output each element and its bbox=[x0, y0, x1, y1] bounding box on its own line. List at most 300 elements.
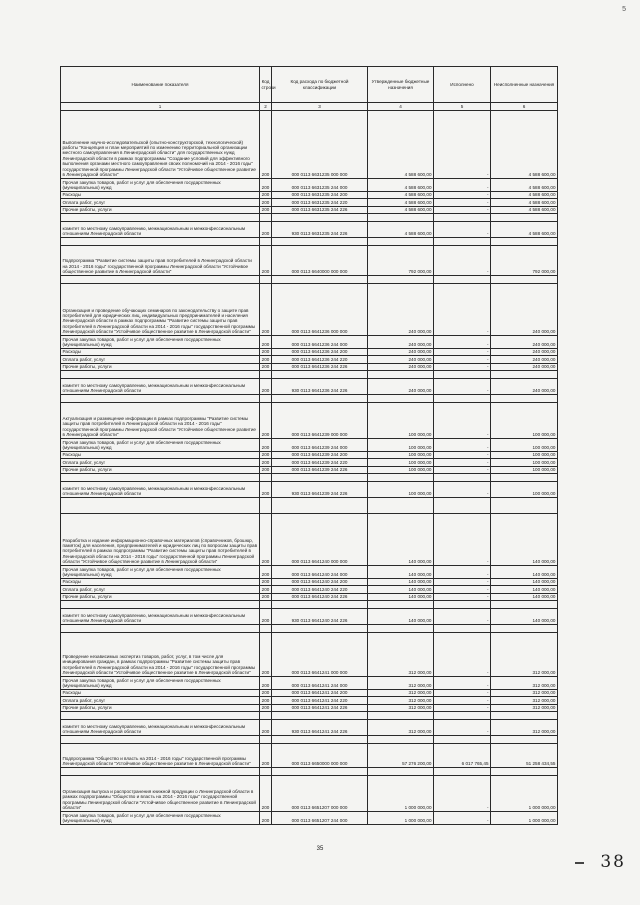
table-row bbox=[61, 363, 558, 370]
row-line-code: 200 bbox=[260, 744, 272, 768]
row-name: Прочая закупка товаров, работ и услуг для обеспечения государственных (муниципальных) нужд bbox=[61, 336, 260, 349]
spacer-cell bbox=[272, 601, 368, 609]
table-row bbox=[61, 697, 558, 704]
col-number: 3 bbox=[272, 103, 368, 111]
spacer-cell bbox=[491, 768, 558, 776]
row-approved: 240 000,00 bbox=[368, 356, 434, 363]
spacer-row bbox=[61, 736, 558, 744]
row-approved: 140 000,00 bbox=[368, 586, 434, 593]
header-approved: Утвержденные бюджетные назначения bbox=[368, 67, 434, 103]
row-approved: 140 000,00 bbox=[368, 566, 434, 579]
budget-execution-table bbox=[60, 66, 558, 825]
spacer-cell bbox=[272, 214, 368, 222]
spacer-row bbox=[61, 238, 558, 246]
row-line-code: 200 bbox=[260, 191, 272, 198]
row-name: Подпрограмма "Общество и власть на 2014 - 2016 годы" государственной программы Ленинградской области "Устойчивое общественное развитие в Ленинградской области" bbox=[61, 744, 260, 768]
row-unexecuted: 4 588 600,00 bbox=[491, 206, 558, 213]
row-line-code: 200 bbox=[260, 689, 272, 696]
row-budget-code: 000 0113 6631235 000 000 bbox=[272, 111, 368, 179]
table-row bbox=[61, 482, 558, 498]
spacer-cell bbox=[491, 371, 558, 379]
row-approved: 240 000,00 bbox=[368, 336, 434, 349]
spacer-cell bbox=[61, 238, 260, 246]
spacer-cell bbox=[368, 736, 434, 744]
row-unexecuted: 100 000,00 bbox=[491, 439, 558, 452]
row-unexecuted: 312 000,00 bbox=[491, 704, 558, 711]
row-line-code: 200 bbox=[260, 348, 272, 355]
header-unexecuted: Неисполненные назначения bbox=[491, 67, 558, 103]
row-executed: - bbox=[434, 689, 491, 696]
row-executed: - bbox=[434, 459, 491, 466]
spacer-cell bbox=[491, 625, 558, 633]
row-name: Расходы bbox=[61, 689, 260, 696]
row-budget-code: 000 0113 6641239 244 220 bbox=[272, 459, 368, 466]
row-line-code: 200 bbox=[260, 439, 272, 452]
row-executed: - bbox=[434, 593, 491, 600]
table-row bbox=[61, 246, 558, 276]
row-budget-code: 000 0113 6641236 244 000 bbox=[272, 336, 368, 349]
row-executed: - bbox=[434, 199, 491, 206]
row-budget-code: 000 0113 6631235 244 200 bbox=[272, 191, 368, 198]
row-executed: - bbox=[434, 776, 491, 812]
row-budget-code: 930 0113 6641236 244 226 bbox=[272, 379, 368, 395]
row-executed: - bbox=[434, 336, 491, 349]
table-row bbox=[61, 633, 558, 677]
row-executed: - bbox=[434, 356, 491, 363]
row-budget-code: 930 0113 6641240 244 226 bbox=[272, 609, 368, 625]
row-unexecuted: 240 000,00 bbox=[491, 363, 558, 370]
row-approved: 57 276 200,00 bbox=[368, 744, 434, 768]
row-approved: 240 000,00 bbox=[368, 363, 434, 370]
row-approved: 140 000,00 bbox=[368, 593, 434, 600]
table-row bbox=[61, 199, 558, 206]
row-unexecuted: 4 588 600,00 bbox=[491, 199, 558, 206]
row-executed: - bbox=[434, 451, 491, 458]
row-executed: - bbox=[434, 439, 491, 452]
table-row bbox=[61, 609, 558, 625]
row-name: Расходы bbox=[61, 191, 260, 198]
table-row bbox=[61, 403, 558, 439]
spacer-cell bbox=[260, 625, 272, 633]
table-row bbox=[61, 206, 558, 213]
row-unexecuted: 140 000,00 bbox=[491, 578, 558, 585]
spacer-cell bbox=[260, 768, 272, 776]
row-line-code: 200 bbox=[260, 356, 272, 363]
row-unexecuted: 100 000,00 bbox=[491, 482, 558, 498]
table-row bbox=[61, 677, 558, 690]
spacer-cell bbox=[61, 736, 260, 744]
spacer-cell bbox=[260, 238, 272, 246]
row-executed: 6 017 765,45 bbox=[434, 744, 491, 768]
row-budget-code: 000 0113 6651207 000 000 bbox=[272, 776, 368, 812]
row-name: Организация и проведение обучающих семинаров по законодательству о защите прав потребителей для юридических лиц, индивидуальных предпринимателей и населения Ленинградской области в рамках подпрограммы "Развитие системы защиты прав потребителей в Ленинградской области на 2014 - 2016 годы" государственной программы Ленинградской области "Устойчивое общественное развитие в Ленинградской области" bbox=[61, 284, 260, 336]
row-unexecuted: 140 000,00 bbox=[491, 586, 558, 593]
row-name: Оплата работ, услуг bbox=[61, 459, 260, 466]
row-unexecuted: 240 000,00 bbox=[491, 284, 558, 336]
row-name: Проведение независимых экспертиз товаров, работ, услуг, в том числе для инициирования граждан, в рамках подпрограммы "Развитие системы защиты прав потребителей в Ленинградской области на 2014 - 2016 годы" государственной программы Ленинградской области "Устойчивое общественное развитие в Ленинградской области" bbox=[61, 633, 260, 677]
col-number: 1 bbox=[61, 103, 260, 111]
row-approved: 140 000,00 bbox=[368, 578, 434, 585]
row-executed: - bbox=[434, 206, 491, 213]
spacer-cell bbox=[434, 736, 491, 744]
column-number-row bbox=[61, 103, 558, 111]
spacer-cell bbox=[61, 712, 260, 720]
row-unexecuted: 100 000,00 bbox=[491, 466, 558, 473]
row-unexecuted: 312 000,00 bbox=[491, 633, 558, 677]
row-executed: - bbox=[434, 191, 491, 198]
row-budget-code: 000 0113 6641236 244 226 bbox=[272, 363, 368, 370]
row-approved: 140 000,00 bbox=[368, 514, 434, 566]
col-number: 4 bbox=[368, 103, 434, 111]
spacer-cell bbox=[368, 371, 434, 379]
row-unexecuted: 100 000,00 bbox=[491, 451, 558, 458]
row-line-code: 200 bbox=[260, 566, 272, 579]
table-row bbox=[61, 689, 558, 696]
spacer-row bbox=[61, 276, 558, 284]
spacer-cell bbox=[434, 474, 491, 482]
row-name: Прочие работы, услуги bbox=[61, 466, 260, 473]
row-executed: - bbox=[434, 363, 491, 370]
row-unexecuted: 100 000,00 bbox=[491, 459, 558, 466]
row-approved: 4 588 600,00 bbox=[368, 191, 434, 198]
row-unexecuted: 140 000,00 bbox=[491, 514, 558, 566]
spacer-cell bbox=[368, 625, 434, 633]
row-budget-code: 930 0113 6641239 244 226 bbox=[272, 482, 368, 498]
row-line-code: 200 bbox=[260, 609, 272, 625]
spacer-cell bbox=[61, 214, 260, 222]
table-row bbox=[61, 379, 558, 395]
row-name: комитет по местному самоуправлению, межнациональным и межконфессиональным отношениям Ленинградской области bbox=[61, 609, 260, 625]
handwritten-page-stamp: 38 bbox=[600, 852, 626, 872]
row-line-code: 200 bbox=[260, 451, 272, 458]
spacer-cell bbox=[491, 712, 558, 720]
row-name: Актуализация и размещение информации в рамках подпрограммы "Развитие системы защиты прав потребителей в Ленинградской области на 2014 - 2016 годы" государственной программы Ленинградской области "Устойчивое общественное развитие в Ленинградской области" bbox=[61, 403, 260, 439]
row-name: Прочие работы, услуги bbox=[61, 704, 260, 711]
row-name: Расходы bbox=[61, 578, 260, 585]
table-row bbox=[61, 812, 558, 825]
row-executed: - bbox=[434, 284, 491, 336]
spacer-cell bbox=[260, 601, 272, 609]
report-sheet bbox=[60, 66, 557, 825]
row-unexecuted: 140 000,00 bbox=[491, 593, 558, 600]
row-name: Выполнение научно-исследовательской (опытно-конструкторской, технологической) работы "Концепция и план мероприятий по изменению территориальной организации местного самоуправления в Ленинградской области" для государственных нужд Ленинградской области в рамках подпрограммы "Создание условий для эффективного выполнения органами местного самоуправления своих полномочий на 2014 - 2016 годы" государственной программы Ленинградской области "Устойчивое общественное развитие в Ленинградской области" bbox=[61, 111, 260, 179]
spacer-cell bbox=[272, 276, 368, 284]
spacer-row bbox=[61, 474, 558, 482]
spacer-cell bbox=[434, 395, 491, 403]
spacer-row bbox=[61, 625, 558, 633]
row-name: Прочая закупка товаров, работ и услуг для обеспечения государственных (муниципальных) нужд bbox=[61, 812, 260, 825]
row-executed: - bbox=[434, 812, 491, 825]
row-line-code: 200 bbox=[260, 179, 272, 192]
row-budget-code: 000 0113 6641240 244 220 bbox=[272, 586, 368, 593]
row-line-code: 200 bbox=[260, 514, 272, 566]
spacer-row bbox=[61, 712, 558, 720]
row-approved: 4 588 600,00 bbox=[368, 179, 434, 192]
spacer-cell bbox=[260, 736, 272, 744]
table-row bbox=[61, 566, 558, 579]
spacer-row bbox=[61, 214, 558, 222]
table-body bbox=[61, 111, 558, 825]
row-budget-code: 000 0113 6641239 244 200 bbox=[272, 451, 368, 458]
row-approved: 100 000,00 bbox=[368, 451, 434, 458]
row-line-code: 200 bbox=[260, 593, 272, 600]
row-name: Прочая закупка товаров, работ и услуг для обеспечения государственных (муниципальных) нужд bbox=[61, 677, 260, 690]
row-line-code: 200 bbox=[260, 578, 272, 585]
row-budget-code: 000 0113 6651207 244 000 bbox=[272, 812, 368, 825]
corner-mark: 5 bbox=[622, 6, 626, 13]
header-executed: Исполнено bbox=[434, 67, 491, 103]
row-unexecuted: 312 000,00 bbox=[491, 720, 558, 736]
row-line-code: 200 bbox=[260, 704, 272, 711]
table-row bbox=[61, 776, 558, 812]
row-executed: - bbox=[434, 482, 491, 498]
spacer-cell bbox=[61, 395, 260, 403]
row-name: Подпрограмма "Развитие системы защиты прав потребителей в Ленинградской области на 2014 - 2016 годы" государственной программы Ленинградской области "Устойчивое общественное развитие в Ленинградской области" bbox=[61, 246, 260, 276]
row-approved: 312 000,00 bbox=[368, 633, 434, 677]
row-executed: - bbox=[434, 348, 491, 355]
spacer-cell bbox=[272, 736, 368, 744]
row-approved: 4 588 600,00 bbox=[368, 206, 434, 213]
page-number: 35 bbox=[316, 846, 324, 852]
row-approved: 1 000 000,00 bbox=[368, 776, 434, 812]
row-unexecuted: 4 588 600,00 bbox=[491, 191, 558, 198]
spacer-cell bbox=[368, 768, 434, 776]
spacer-cell bbox=[434, 214, 491, 222]
row-budget-code: 000 0113 6631235 244 226 bbox=[272, 206, 368, 213]
row-name: Прочая закупка товаров, работ и услуг для обеспечения государственных (муниципальных) нужд bbox=[61, 179, 260, 192]
table-row bbox=[61, 191, 558, 198]
spacer-row bbox=[61, 768, 558, 776]
row-budget-code: 000 0113 6640000 000 000 bbox=[272, 246, 368, 276]
row-line-code: 200 bbox=[260, 459, 272, 466]
row-line-code: 200 bbox=[260, 403, 272, 439]
row-approved: 100 000,00 bbox=[368, 459, 434, 466]
row-name: Организация выпуска и распространения книжной продукции о Ленинградской области в рамках подпрограммы "Общество и власть на 2014 - 2016 годы" государственной программы Ленинградской области "Устойчивое общественное развитие в Ленинградской области" bbox=[61, 776, 260, 812]
row-approved: 100 000,00 bbox=[368, 439, 434, 452]
row-line-code: 200 bbox=[260, 284, 272, 336]
row-line-code: 200 bbox=[260, 206, 272, 213]
row-budget-code: 000 0113 6631235 244 000 bbox=[272, 179, 368, 192]
spacer-row bbox=[61, 601, 558, 609]
row-budget-code: 930 0113 6641241 244 226 bbox=[272, 720, 368, 736]
row-approved: 312 000,00 bbox=[368, 677, 434, 690]
table-row bbox=[61, 356, 558, 363]
spacer-cell bbox=[368, 395, 434, 403]
spacer-cell bbox=[434, 498, 491, 514]
spacer-cell bbox=[260, 474, 272, 482]
table-row bbox=[61, 348, 558, 355]
row-approved: 100 000,00 bbox=[368, 403, 434, 439]
row-approved: 4 588 600,00 bbox=[368, 199, 434, 206]
row-budget-code: 000 0113 6641241 244 220 bbox=[272, 697, 368, 704]
row-approved: 4 588 600,00 bbox=[368, 111, 434, 179]
row-unexecuted: 1 000 000,00 bbox=[491, 812, 558, 825]
spacer-cell bbox=[61, 498, 260, 514]
spacer-cell bbox=[368, 712, 434, 720]
row-line-code: 200 bbox=[260, 812, 272, 825]
row-name: комитет по местному самоуправлению, межнациональным и межконфессиональным отношениям Ленинградской области bbox=[61, 222, 260, 238]
row-name: Прочая закупка товаров, работ и услуг для обеспечения государственных (муниципальных) нужд bbox=[61, 439, 260, 452]
row-line-code: 200 bbox=[260, 482, 272, 498]
col-number: 5 bbox=[434, 103, 491, 111]
row-line-code: 200 bbox=[260, 336, 272, 349]
spacer-cell bbox=[272, 395, 368, 403]
spacer-cell bbox=[434, 601, 491, 609]
table-row bbox=[61, 466, 558, 473]
row-budget-code: 000 0113 6641239 244 000 bbox=[272, 439, 368, 452]
spacer-cell bbox=[272, 768, 368, 776]
row-approved: 312 000,00 bbox=[368, 720, 434, 736]
row-line-code: 200 bbox=[260, 363, 272, 370]
table-row bbox=[61, 459, 558, 466]
row-approved: 240 000,00 bbox=[368, 284, 434, 336]
row-executed: - bbox=[434, 633, 491, 677]
row-approved: 312 000,00 bbox=[368, 689, 434, 696]
row-budget-code: 000 0113 6641240 244 200 bbox=[272, 578, 368, 585]
spacer-cell bbox=[434, 276, 491, 284]
table-row bbox=[61, 111, 558, 179]
row-executed: - bbox=[434, 379, 491, 395]
row-line-code: 200 bbox=[260, 111, 272, 179]
row-unexecuted: 312 000,00 bbox=[491, 697, 558, 704]
row-line-code: 200 bbox=[260, 720, 272, 736]
row-unexecuted: 1 000 000,00 bbox=[491, 776, 558, 812]
row-budget-code: 000 0113 6641240 244 226 bbox=[272, 593, 368, 600]
header-code: Код расхода по бюджетной классификации bbox=[272, 67, 368, 103]
spacer-cell bbox=[491, 214, 558, 222]
spacer-cell bbox=[61, 276, 260, 284]
row-unexecuted: 792 000,00 bbox=[491, 246, 558, 276]
spacer-cell bbox=[260, 214, 272, 222]
spacer-cell bbox=[260, 498, 272, 514]
row-unexecuted: 240 000,00 bbox=[491, 348, 558, 355]
row-name: Оплата работ, услуг bbox=[61, 199, 260, 206]
spacer-cell bbox=[260, 395, 272, 403]
row-line-code: 200 bbox=[260, 697, 272, 704]
row-name: Прочие работы, услуги bbox=[61, 593, 260, 600]
spacer-cell bbox=[434, 238, 491, 246]
table-row bbox=[61, 336, 558, 349]
col-number: 6 bbox=[491, 103, 558, 111]
table-row bbox=[61, 439, 558, 452]
row-name: Оплата работ, услуг bbox=[61, 697, 260, 704]
spacer-cell bbox=[434, 625, 491, 633]
row-budget-code: 000 0113 6641236 244 220 bbox=[272, 356, 368, 363]
spacer-cell bbox=[491, 395, 558, 403]
row-line-code: 200 bbox=[260, 677, 272, 690]
row-budget-code: 000 0113 6641241 244 000 bbox=[272, 677, 368, 690]
row-name: Оплата работ, услуг bbox=[61, 586, 260, 593]
spacer-cell bbox=[61, 625, 260, 633]
spacer-row bbox=[61, 498, 558, 514]
row-name: комитет по местному самоуправлению, межнациональным и межконфессиональным отношениям Ленинградской области bbox=[61, 379, 260, 395]
stamp-dash bbox=[575, 862, 584, 864]
row-unexecuted: 140 000,00 bbox=[491, 609, 558, 625]
row-executed: - bbox=[434, 677, 491, 690]
spacer-cell bbox=[272, 625, 368, 633]
row-line-code: 200 bbox=[260, 379, 272, 395]
row-budget-code: 000 0113 6641236 000 000 bbox=[272, 284, 368, 336]
row-name: Оплата работ, услуг bbox=[61, 356, 260, 363]
spacer-cell bbox=[368, 498, 434, 514]
spacer-cell bbox=[61, 474, 260, 482]
table-header-row bbox=[61, 67, 558, 103]
col-number: 2 bbox=[260, 103, 272, 111]
row-budget-code: 000 0113 6641240 244 000 bbox=[272, 566, 368, 579]
row-approved: 1 000 000,00 bbox=[368, 812, 434, 825]
row-executed: - bbox=[434, 222, 491, 238]
row-approved: 140 000,00 bbox=[368, 609, 434, 625]
table-row bbox=[61, 720, 558, 736]
spacer-cell bbox=[61, 371, 260, 379]
row-approved: 100 000,00 bbox=[368, 482, 434, 498]
spacer-cell bbox=[368, 238, 434, 246]
row-name: комитет по местному самоуправлению, межнациональным и межконфессиональным отношениям Ленинградской области bbox=[61, 482, 260, 498]
spacer-cell bbox=[491, 601, 558, 609]
row-line-code: 200 bbox=[260, 586, 272, 593]
spacer-cell bbox=[368, 276, 434, 284]
row-name: комитет по местному самоуправлению, межнациональным и межконфессиональным отношениям Ленинградской области bbox=[61, 720, 260, 736]
row-executed: - bbox=[434, 403, 491, 439]
row-unexecuted: 240 000,00 bbox=[491, 356, 558, 363]
table-row bbox=[61, 578, 558, 585]
row-name: Прочие работы, услуги bbox=[61, 363, 260, 370]
table-row bbox=[61, 514, 558, 566]
row-name: Расходы bbox=[61, 451, 260, 458]
spacer-cell bbox=[491, 498, 558, 514]
spacer-cell bbox=[434, 712, 491, 720]
row-executed: - bbox=[434, 697, 491, 704]
spacer-cell bbox=[272, 238, 368, 246]
row-budget-code: 000 0113 6631235 244 220 bbox=[272, 199, 368, 206]
row-unexecuted: 140 000,00 bbox=[491, 566, 558, 579]
table-row bbox=[61, 451, 558, 458]
row-budget-code: 000 0113 6641241 244 200 bbox=[272, 689, 368, 696]
table-row bbox=[61, 179, 558, 192]
row-unexecuted: 4 588 600,00 bbox=[491, 111, 558, 179]
spacer-cell bbox=[61, 601, 260, 609]
spacer-cell bbox=[61, 768, 260, 776]
table-row bbox=[61, 744, 558, 768]
header-line: Код строки bbox=[260, 67, 272, 103]
row-approved: 4 588 600,00 bbox=[368, 222, 434, 238]
row-name: Расходы bbox=[61, 348, 260, 355]
row-executed: - bbox=[434, 566, 491, 579]
row-unexecuted: 240 000,00 bbox=[491, 336, 558, 349]
row-name: Прочие работы, услуги bbox=[61, 206, 260, 213]
row-unexecuted: 240 000,00 bbox=[491, 379, 558, 395]
spacer-cell bbox=[368, 601, 434, 609]
row-unexecuted: 100 000,00 bbox=[491, 403, 558, 439]
row-executed: - bbox=[434, 111, 491, 179]
row-executed: - bbox=[434, 586, 491, 593]
row-executed: - bbox=[434, 179, 491, 192]
row-line-code: 200 bbox=[260, 776, 272, 812]
spacer-cell bbox=[260, 712, 272, 720]
spacer-cell bbox=[491, 276, 558, 284]
row-budget-code: 000 0113 6650000 000 000 bbox=[272, 744, 368, 768]
row-unexecuted: 312 000,00 bbox=[491, 677, 558, 690]
spacer-cell bbox=[272, 474, 368, 482]
spacer-cell bbox=[491, 238, 558, 246]
table-row bbox=[61, 284, 558, 336]
spacer-row bbox=[61, 371, 558, 379]
spacer-cell bbox=[491, 736, 558, 744]
spacer-cell bbox=[368, 214, 434, 222]
row-unexecuted: 4 588 600,00 bbox=[491, 179, 558, 192]
row-unexecuted: 312 000,00 bbox=[491, 689, 558, 696]
row-executed: - bbox=[434, 609, 491, 625]
